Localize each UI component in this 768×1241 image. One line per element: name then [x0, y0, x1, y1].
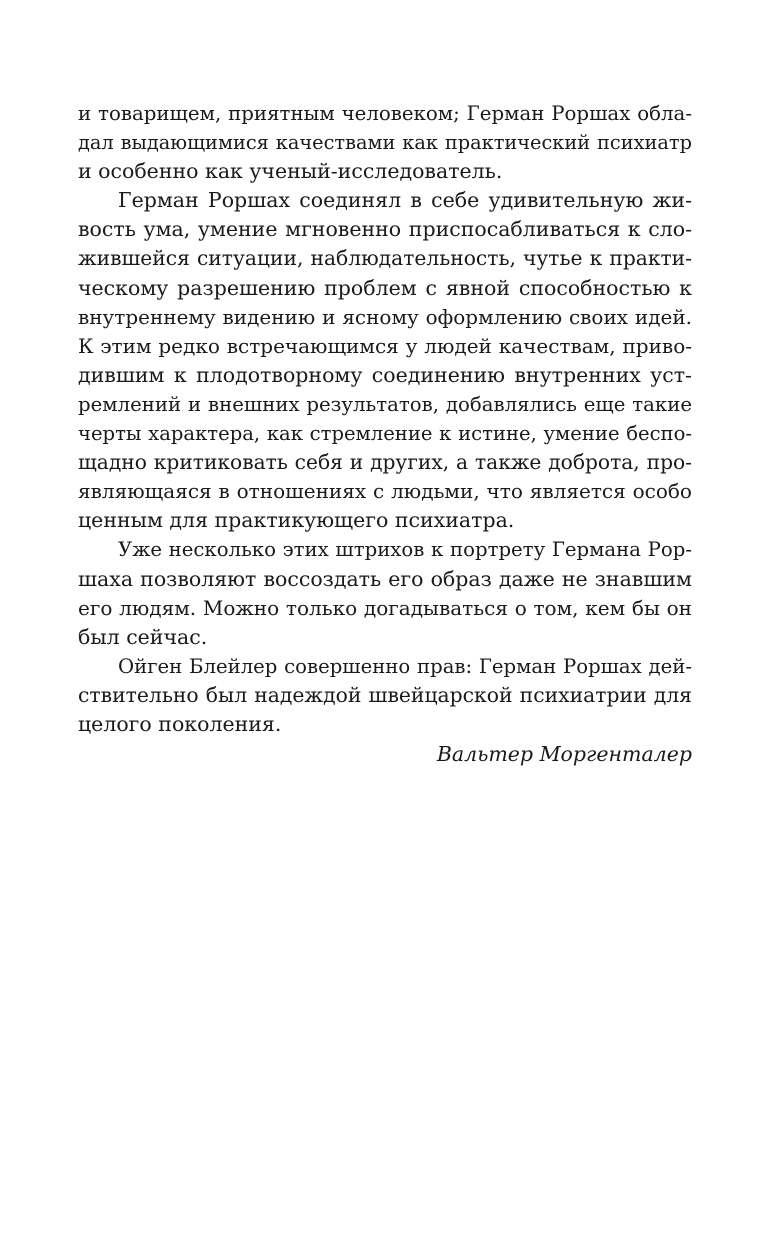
- text-line: Ойген Блейлер совершенно прав: Герман Роршах дей-: [118, 654, 692, 678]
- text-line: целого поколения.: [78, 711, 282, 736]
- page-text: [78, 99, 692, 769]
- text-line: черты характера, как стремление к истине, умение беспо-: [78, 422, 692, 446]
- paragraph-4: [78, 652, 692, 739]
- text-line: ремлений и внешних результатов, добавлялись еще такие: [78, 392, 692, 416]
- text-line: ценным для практикующего психиатра.: [78, 508, 515, 533]
- text-line: внутреннему видению и ясному оформлению своих идей.: [78, 304, 692, 329]
- text-line: вость ума, умение мгновенно приспосабливаться к сло-: [78, 217, 692, 242]
- text-line: ческому разрешению проблем с явной способностью к: [78, 275, 692, 300]
- text-line: ствительно был надеждой швейцарской психиатрии для: [78, 682, 692, 707]
- text-line: и товарищем, приятным человеком; Герман Роршах обла-: [78, 102, 692, 125]
- text-line: жившейся ситуации, наблюдательность, чутье к практи-: [78, 246, 692, 271]
- text-line: щадно критиковать себя и других, а также доброта, про-: [78, 450, 692, 475]
- text-line: и особенно как ученый-исследователь.: [78, 159, 503, 184]
- text-line: являющаяся в отношениях с людьми, что является особо: [78, 479, 692, 504]
- text-line: Уже несколько этих штрихов к портрету Германа Рор-: [118, 538, 692, 562]
- paragraph-1: [78, 99, 692, 186]
- text-line: дал выдающимися качествами как практический психиатр: [78, 131, 692, 155]
- text-line: его людям. Можно только догадываться о том, кем бы он: [78, 595, 692, 620]
- paragraph-2: [78, 186, 692, 535]
- text-line: Герман Роршах соединял в себе удивительную жи-: [118, 188, 692, 213]
- text-line: шаха позволяют воссоздать его образ даже не знавшим: [78, 566, 692, 591]
- paragraph-3: [78, 535, 692, 651]
- text-line: был сейчас.: [78, 624, 208, 649]
- text-line: К этим редко встречающимся у людей качествам, приво-: [78, 333, 692, 358]
- author-signature: Вальтер Моргенталер: [436, 742, 692, 767]
- text-line: дившим к плодотворному соединению внутренних уст-: [78, 362, 692, 387]
